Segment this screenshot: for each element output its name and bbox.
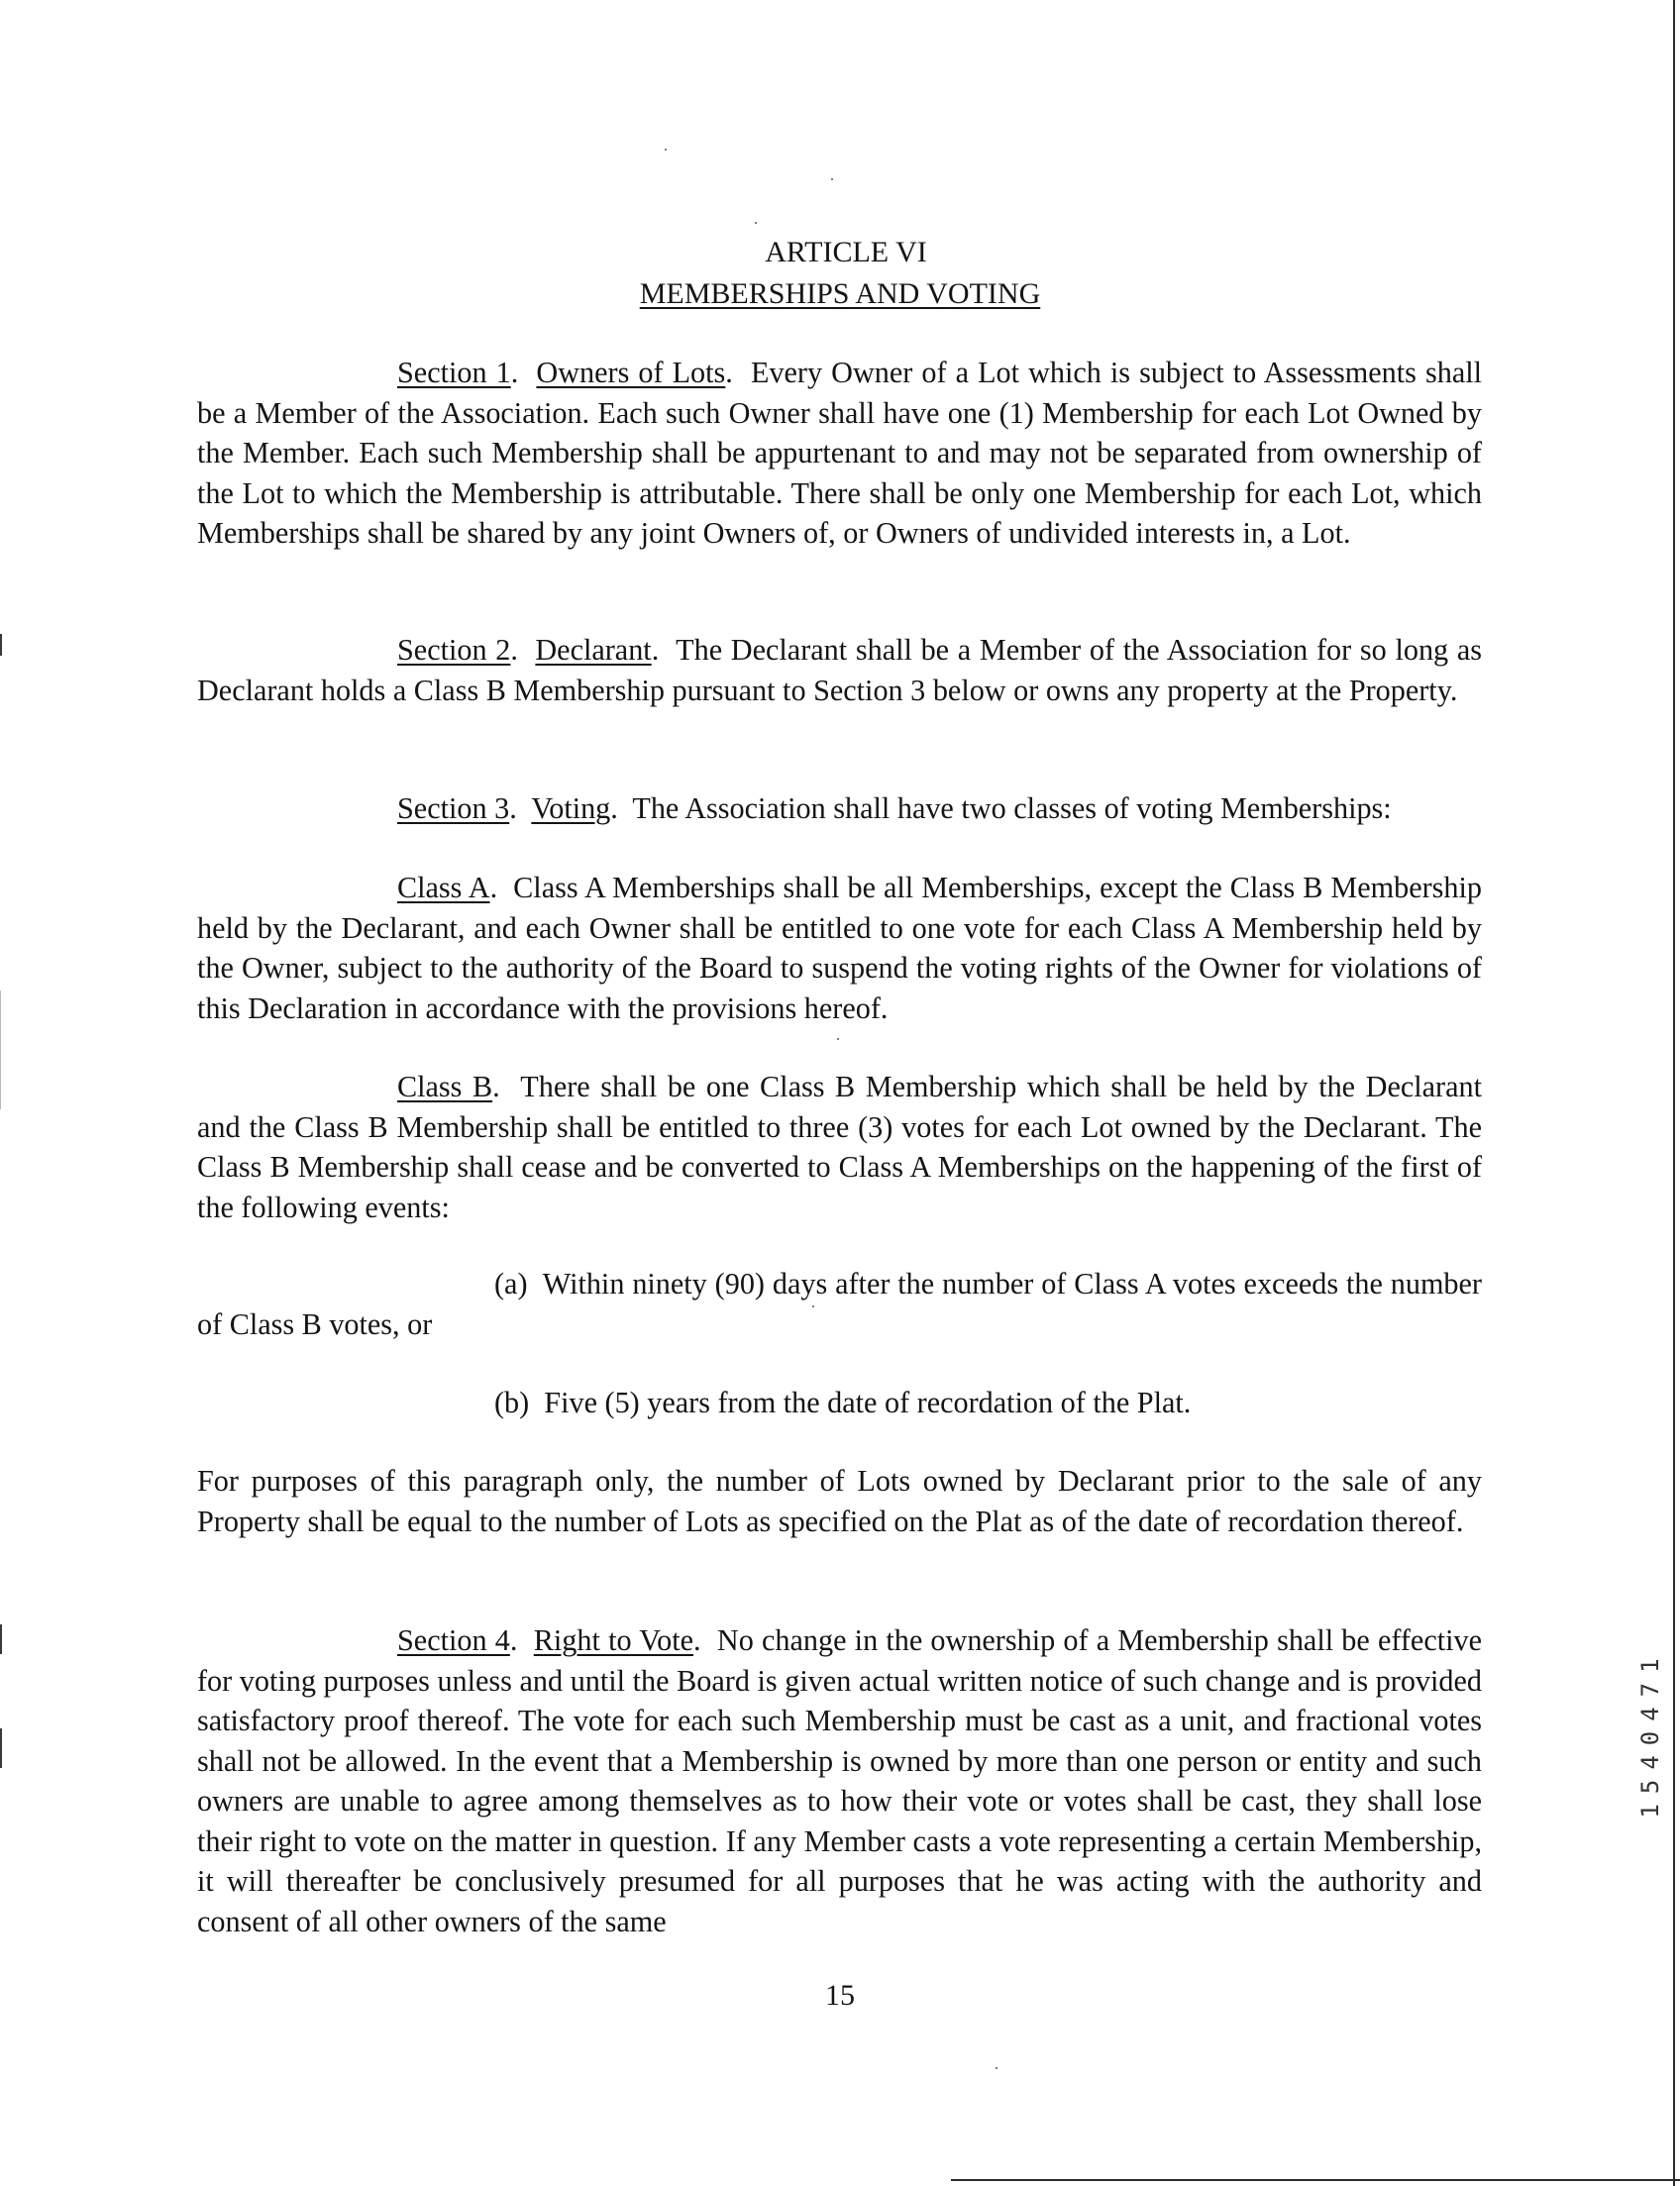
class-a-paragraph: Class A. Class A Memberships shall be all Memberships, except the Class B Membership held by the Declarant, and each Owner shall be entitled to one vote for each Class A Membership held by the Owner, subject to the authority of the Board to suspend the voting rights of the Owner for violations of this Declaration in accordance with the provisions hereof. [197, 871, 1482, 1025]
scan-mark [0, 634, 2, 656]
section-2-paragraph: Section 2. Declarant. The Declarant shall be a Member of the Association for so long as Declarant holds a Class B Membership pursuant to Section 3 below or owns any property at the Property. [197, 633, 1482, 707]
scan-speck [831, 178, 833, 180]
page-number: 15 [825, 1979, 855, 2012]
bates-stamp-text: 1540471 [1636, 1648, 1664, 1819]
scan-mark [0, 1728, 2, 1768]
scan-edge-bottom [951, 2179, 1680, 2181]
section-2-number: Section 2 [397, 633, 511, 667]
section-3-number: Section 3 [397, 791, 510, 825]
article-subtitle-text: MEMBERSHIPS AND VOTING [639, 277, 1041, 310]
list-item-b [197, 1383, 1482, 1423]
section-1-body: Every Owner of a Lot which is subject to Assessments shall be a Member of the Association. Each such Owner shall have one (1) Membership for each Lot Owned by the Member. Each such Membership shall be appurtenant to and may not be separated from ownership of the Lot to which the Membership is attributable. There shall be only one Membership for each Lot, which Memberships shall be shared by any joint Owners of, or Owners of undivided interests in, a Lot. [197, 356, 1482, 550]
section-3-paragraph: Section 3. Voting. The Association shall have two classes of voting Memberships: [397, 791, 1392, 825]
class-a-body: Class A Memberships shall be all Memberships, except the Class B Membership held by the Declarant, and each Owner shall be entitled to one vote for each Class A Membership held by the Owner, subject to the authority of the Board to suspend the voting rights of the Owner for violations of this Declaration in accordance with the provisions hereof. [197, 871, 1482, 1025]
bates-stamp [1630, 1555, 1670, 1912]
class-b-paragraph: Class B. There shall be one Class B Membership which shall be held by the Declarant and the Class B Membership shall be entitled to three (3) votes for each Lot owned by the Declarant. The Class B Membership shall cease and be converted to Class A Memberships on the happening of the first of the following events: [197, 1070, 1482, 1224]
scan-speck [665, 149, 667, 151]
scan-speck [755, 222, 757, 224]
section-1-title: Owners of Lots [536, 356, 726, 389]
section-1-paragraph: Section 1. Owners of Lots. Every Owner of a Lot which is subject to Assessments shall be a Member of the Association. Each such Owner shall have one (1) Membership for each Lot Owned by the Member. Each such Membership shall be appurtenant to and may not be separated from ownership of the Lot to which the Membership is attributable. There shall be only one Membership for each Lot, which Memberships shall be shared by any joint Owners of, or Owners of undivided interests in, a Lot. [197, 356, 1482, 550]
section-4-paragraph: Section 4. Right to Vote. No change in the ownership of a Membership shall be effective for voting purposes unless and until the Board is given actual written notice of such change and is provided satisfactory proof thereof. The vote for each such Membership must be cast as a unit, and fractional votes shall not be allowed. In the event that a Membership is owned by more than one person or entity and such owners are unable to agree among themselves as to how their vote or votes shall be cast, they shall lose their right to vote on the matter in question. If any Member casts a vote representing a certain Membership, it will thereafter be conclusively presumed for all purposes that he was acting with the authority and consent of all other owners of the same [197, 1623, 1482, 1938]
article-title: ARTICLE VI [765, 236, 927, 268]
article-subtitle [0, 275, 1680, 313]
scan-speck [837, 1038, 839, 1040]
section-3-body: The Association shall have two classes of voting Memberships: [632, 791, 1392, 825]
list-item-a [197, 1264, 1482, 1344]
section-4-title: Right to Vote [533, 1623, 693, 1657]
list-item-b-body: Five (5) years from the date of recordation of the Plat. [544, 1386, 1192, 1419]
section-3-title: Voting [531, 791, 611, 825]
purposes-paragraph: For purposes of this paragraph only, the number of Lots owned by Declarant prior to the sale of any Property shall be equal to the number of Lots as specified on the Plat as of the date of recordation thereof. [197, 1464, 1482, 1538]
section-2-body: The Declarant shall be a Member of the Association for so long as Declarant holds a Class B Membership pursuant to Section 3 below or owns any property at the Property. [197, 633, 1482, 707]
section-4-body: No change in the ownership of a Membership shall be effective for voting purposes unless and until the Board is given actual written notice of such change and is provided satisfactory proof thereof. The vote for each such Membership must be cast as a unit, and fractional votes shall not be allowed. In the event that a Membership is owned by more than one person or entity and such owners are unable to agree among themselves as to how their vote or votes shall be cast, they shall lose their right to vote on the matter in question. If any Member casts a vote representing a certain Membership, it will thereafter be conclusively presumed for all purposes that he was acting with the authority and consent of all other owners of the same [197, 1623, 1482, 1938]
scan-edge-right [1673, 0, 1675, 2186]
class-b-body: There shall be one Class B Membership which shall be held by the Declarant and the Class B Membership shall be entitled to three (3) votes for each Lot owned by the Declarant. The Class B Membership shall cease and be converted to Class A Memberships on the happening of the first of the following events: [197, 1070, 1482, 1224]
section-2-title: Declarant [535, 633, 652, 667]
list-item-a-body: Within ninety (90) days after the number of Class A votes exceeds the number of Class B votes, or [197, 1267, 1482, 1341]
scan-speck [996, 2067, 998, 2069]
class-b-title: Class B [397, 1070, 493, 1103]
scan-mark [0, 990, 1, 1109]
section-4-number: Section 4 [397, 1623, 510, 1657]
section-1-number: Section 1 [397, 356, 511, 389]
scan-mark [0, 1624, 2, 1654]
class-a-title: Class A [397, 871, 490, 904]
list-item-b-label: (b) [494, 1386, 530, 1419]
list-item-a-label: (a) [494, 1267, 528, 1301]
